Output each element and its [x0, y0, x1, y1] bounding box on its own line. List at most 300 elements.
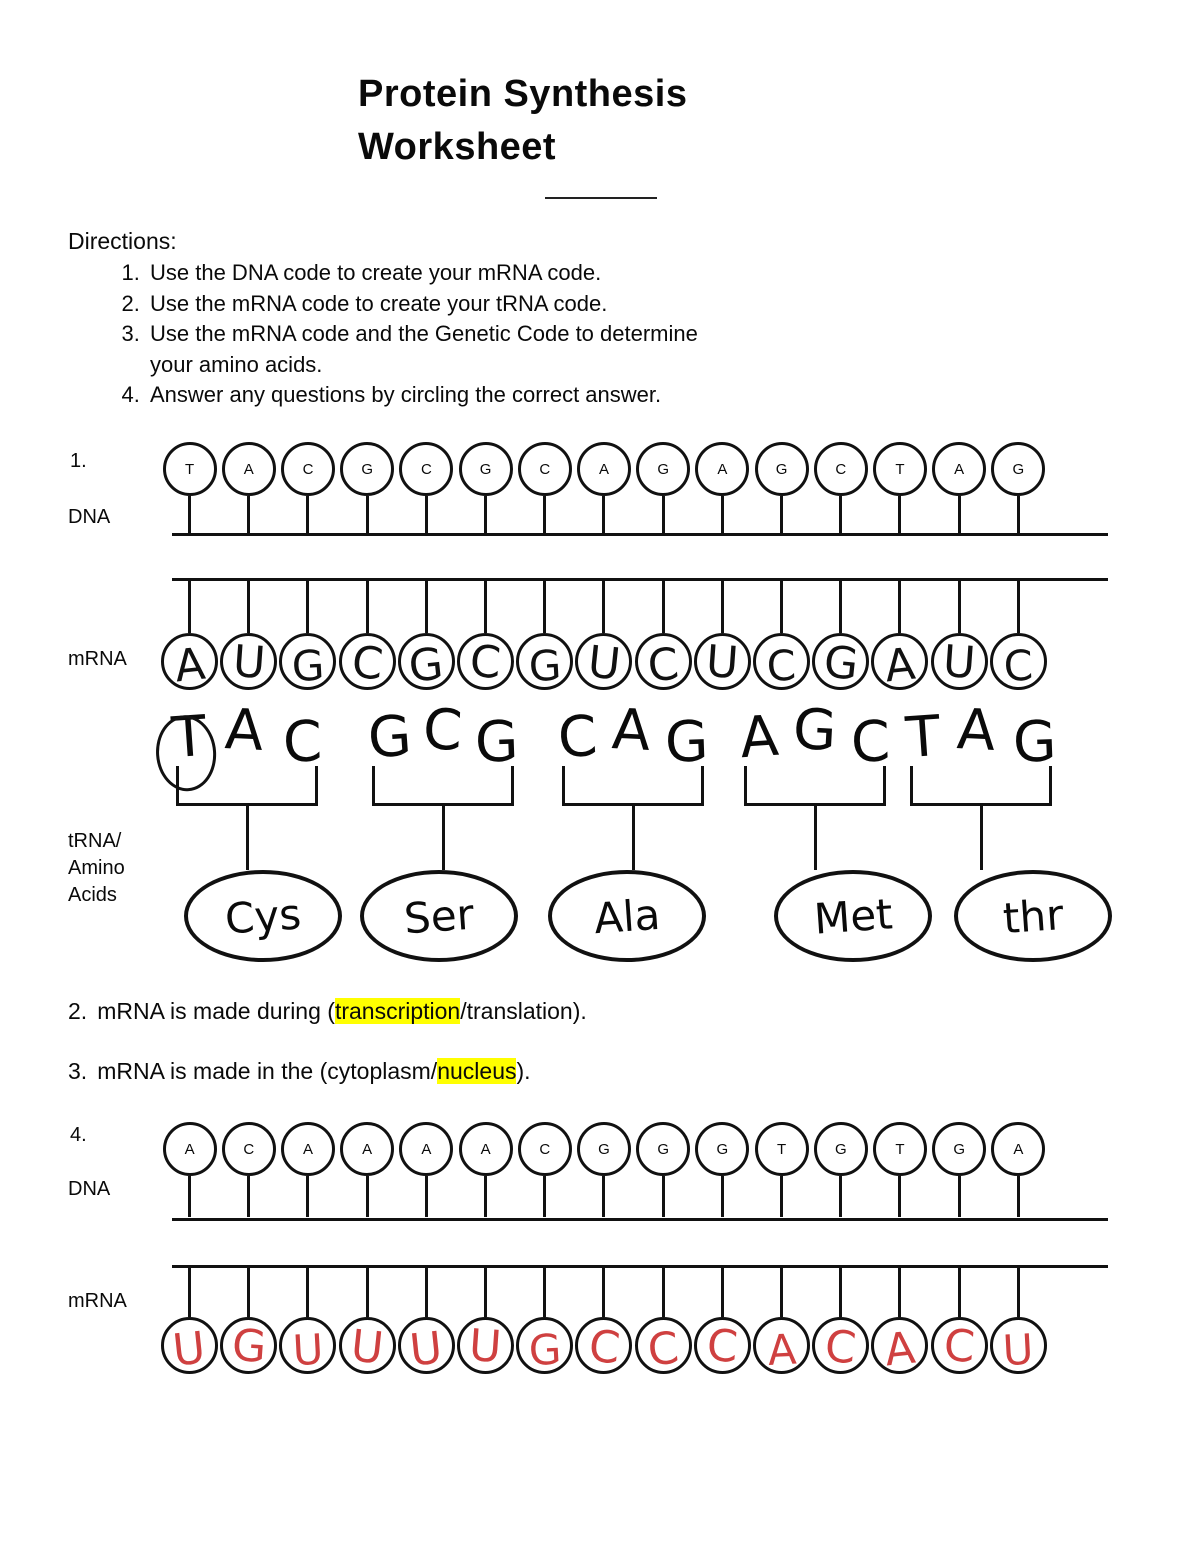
trna-letter: G [791, 696, 838, 764]
q4-dna-base [459, 1122, 513, 1217]
dna-base-letter: G [657, 460, 670, 478]
mrna-base-circle [931, 633, 988, 690]
base-stem-line [780, 581, 783, 633]
mrna-base-letter: G [527, 1324, 563, 1376]
base-stem-line [898, 496, 901, 533]
dna-base-circle [814, 442, 868, 496]
q4-mrna-label: mRNA [68, 1290, 127, 1312]
dna-base-letter: C [243, 1140, 255, 1158]
trna-letter: G [365, 703, 414, 772]
dna-base-letter: G [598, 1140, 610, 1158]
base-stem-line [188, 1268, 191, 1317]
dna-base-circle [695, 1122, 749, 1176]
q1-mrna-base [990, 581, 1047, 690]
q4-mrna-base [812, 1268, 869, 1374]
trna-label-line3: Acids [68, 884, 117, 906]
mrna-base-letter: C [349, 636, 386, 690]
base-stem-line [247, 1268, 250, 1317]
dna-base-circle [222, 442, 276, 496]
mrna-base-letter: C [942, 1319, 977, 1373]
mrna-base-circle [694, 633, 751, 690]
q4-mrna-base [398, 1268, 455, 1377]
trna-label-line1: tRNA/ [68, 830, 122, 852]
base-stem-line [484, 1268, 487, 1317]
base-stem-line [306, 1176, 309, 1217]
dna-base-letter: A [1013, 1140, 1024, 1158]
mrna-base-letter: C [468, 635, 503, 689]
mrna-base-letter: U [704, 635, 741, 689]
q4-dna-base [755, 1122, 809, 1217]
mrna-base-letter: C [1002, 641, 1035, 691]
mrna-base-circle [279, 633, 336, 690]
base-stem-line [602, 581, 605, 633]
dna-base-letter: A [598, 460, 609, 478]
trna-letter: G [1011, 709, 1058, 776]
q4-dna-base [695, 1122, 749, 1217]
mrna-base-circle [871, 1317, 928, 1374]
q3-text-post: ). [516, 1058, 531, 1084]
base-stem-line [602, 496, 605, 533]
mrna-base-circle [398, 1317, 455, 1377]
directions-item: 4. Answer any questions by circling the correct answer. [146, 380, 746, 411]
q1-mrna-row [160, 581, 1048, 693]
q1-mrna-base [339, 581, 396, 690]
dna-base-circle [459, 1122, 513, 1176]
base-stem-line [188, 496, 191, 533]
base-stem-line [662, 581, 665, 633]
base-stem-line [366, 1176, 369, 1217]
mrna-base-circle [398, 633, 455, 693]
base-stem-line [602, 1176, 605, 1217]
base-stem-line [780, 1268, 783, 1317]
dna-base-letter: G [716, 1140, 729, 1158]
q1-dna-label: DNA [68, 506, 111, 528]
q1-dna-base [695, 442, 749, 533]
base-stem-line [1017, 581, 1020, 633]
mrna-base-letter: A [766, 1325, 798, 1375]
base-stem-line [898, 1176, 901, 1217]
mrna-base-letter: U [941, 635, 978, 689]
amino-acid-name: Cys [223, 888, 303, 944]
base-stem-line [484, 496, 487, 533]
mrna-base-circle [635, 633, 692, 690]
dna-base-letter: C [539, 1140, 551, 1158]
dna-base-circle [577, 1122, 631, 1176]
mrna-base-letter: C [586, 1320, 622, 1374]
mrna-base-letter: G [290, 640, 326, 692]
dna-base-circle [399, 1122, 453, 1176]
base-stem-line [958, 496, 961, 533]
q1-mrna-base [871, 581, 928, 690]
mrna-base-letter: U [467, 1319, 504, 1373]
dna-base-circle [163, 442, 217, 496]
base-stem-line [839, 496, 842, 533]
dna-base-circle [340, 442, 394, 496]
amino-acid-name: Ser [402, 889, 476, 943]
dna-base-letter: G [775, 460, 788, 478]
mrna-base-circle [220, 633, 277, 690]
question-1-number: 1. [70, 450, 87, 472]
dna-base-letter: A [421, 1140, 432, 1158]
amino-acid-name: Ala [592, 889, 662, 943]
q1-mrna-base [457, 581, 514, 690]
dna-base-letter: A [302, 1140, 313, 1158]
q4-dna-base [991, 1122, 1045, 1217]
trna-letter: G [473, 709, 520, 776]
trna-letter: A [610, 696, 652, 764]
dna-base-letter: T [895, 460, 905, 478]
q4-mrna-row [160, 1268, 1048, 1377]
question-4-number: 4. [70, 1124, 87, 1146]
q4-dna-backbone-line [172, 1218, 1108, 1221]
mrna-base-letter: C [765, 641, 798, 691]
base-stem-line [602, 1268, 605, 1317]
dna-base-letter: A [717, 460, 728, 478]
q4-dna-row [160, 1122, 1048, 1217]
mrna-base-letter: U [170, 1321, 209, 1377]
q4-mrna-base [457, 1268, 514, 1374]
mrna-base-letter: G [527, 640, 563, 692]
codon-stem-line [246, 806, 249, 870]
base-stem-line [247, 496, 250, 533]
q2-text-post: /translation). [460, 998, 587, 1024]
dna-base-letter: T [777, 1140, 787, 1158]
dna-base-circle [281, 1122, 335, 1176]
mrna-base-circle [635, 1317, 692, 1374]
q4-dna-base [340, 1122, 394, 1217]
dna-base-circle [459, 442, 513, 496]
trna-codon-group [737, 696, 894, 962]
base-stem-line [366, 496, 369, 533]
dna-base-circle [281, 442, 335, 496]
base-stem-line [366, 581, 369, 633]
q4-dna-base [222, 1122, 276, 1217]
q2-number: 2. [68, 998, 88, 1024]
q1-mrna-base [161, 581, 218, 690]
base-stem-line [1017, 496, 1020, 533]
title-line-2: Worksheet [358, 126, 557, 168]
base-stem-line [366, 1268, 369, 1317]
base-stem-line [898, 1268, 901, 1317]
mrna-base-circle [220, 1317, 277, 1374]
base-stem-line [543, 1176, 546, 1217]
q1-dna-base [163, 442, 217, 533]
dna-base-circle [932, 442, 986, 496]
base-stem-line [425, 581, 428, 633]
dna-base-circle [518, 442, 572, 496]
dna-base-circle [163, 1122, 217, 1176]
base-stem-line [958, 1176, 961, 1217]
base-stem-line [188, 1176, 191, 1217]
directions-item: 3. Use the mRNA code and the Genetic Code to determine your amino acids. [146, 319, 746, 380]
q4-mrna-base [220, 1268, 277, 1374]
name-blank-line [545, 197, 657, 199]
codon-stem-line [632, 806, 635, 870]
amino-acid-name: thr [1001, 889, 1065, 943]
q3-answer-highlight: nucleus [437, 1058, 517, 1084]
base-stem-line [839, 1268, 842, 1317]
dna-base-circle [991, 442, 1045, 496]
amino-acid-oval [954, 870, 1112, 962]
amino-acid-name: Met [812, 888, 894, 944]
directions-item: 2. Use the mRNA code to create your tRNA code. [146, 289, 746, 320]
base-stem-line [484, 581, 487, 633]
q1-dna-base [932, 442, 986, 533]
q4-dna-base [281, 1122, 335, 1217]
base-stem-line [543, 581, 546, 633]
mrna-base-letter: U [230, 635, 267, 689]
q4-mrna-base [575, 1268, 632, 1374]
trna-letter: A [955, 696, 998, 764]
mrna-base-circle [161, 1317, 218, 1377]
mrna-base-circle [339, 1317, 396, 1374]
dna-base-circle [399, 442, 453, 496]
mrna-base-circle [457, 633, 514, 690]
mrna-base-letter: C [645, 1322, 682, 1376]
q1-dna-base [577, 442, 631, 533]
base-stem-line [425, 496, 428, 533]
base-stem-line [721, 1176, 724, 1217]
trna-codon-letters [903, 696, 1058, 776]
dna-base-letter: T [895, 1140, 905, 1158]
base-stem-line [543, 1268, 546, 1317]
q4-dna-base [399, 1122, 453, 1217]
base-stem-line [839, 581, 842, 633]
q1-dna-base [459, 442, 513, 533]
q1-mrna-base [220, 581, 277, 690]
q3-number: 3. [68, 1058, 88, 1084]
base-stem-line [306, 496, 309, 533]
base-stem-line [958, 581, 961, 633]
trna-letter: T [903, 703, 943, 771]
base-stem-line [188, 581, 191, 633]
base-stem-line [306, 581, 309, 633]
q1-mrna-base [694, 581, 751, 690]
base-stem-line [1017, 1176, 1020, 1217]
mrna-base-letter: C [705, 1319, 740, 1373]
base-stem-line [1017, 1268, 1020, 1317]
dna-base-letter: C [539, 460, 551, 478]
mrna-base-letter: C [645, 638, 682, 692]
mrna-base-circle [990, 633, 1047, 690]
q1-mrna-base [931, 581, 988, 690]
mrna-base-circle [694, 1317, 751, 1374]
q1-mrna-base [279, 581, 336, 690]
mrna-base-letter: U [585, 635, 623, 691]
q1-dna-base [991, 442, 1045, 533]
dna-base-letter: G [361, 460, 374, 478]
base-stem-line [425, 1176, 428, 1217]
mrna-base-letter: G [821, 635, 861, 691]
q4-mrna-base [635, 1268, 692, 1374]
dna-base-letter: C [835, 460, 847, 478]
directions-item: 1. Use the DNA code to create your mRNA code. [146, 258, 746, 289]
q1-dna-backbone-line [172, 533, 1108, 536]
mrna-base-circle [457, 1317, 514, 1374]
trna-letter: C [849, 709, 892, 776]
mrna-base-circle [753, 633, 810, 690]
base-stem-line [721, 496, 724, 533]
mrna-base-circle [339, 633, 396, 690]
q1-dna-base [755, 442, 809, 533]
dna-base-letter: G [657, 1140, 670, 1158]
q4-mrna-base [161, 1268, 218, 1377]
dna-base-circle [695, 442, 749, 496]
codon-stem-line [980, 806, 983, 870]
base-stem-line [247, 581, 250, 633]
trna-letter-circled: T [169, 703, 209, 771]
mrna-base-circle [931, 1317, 988, 1374]
q4-mrna-base [990, 1268, 1047, 1374]
mrna-base-letter: U [407, 1321, 446, 1377]
dna-base-letter: A [243, 460, 254, 478]
mrna-base-letter: A [882, 1322, 918, 1376]
dna-base-letter: A [362, 1140, 373, 1158]
dna-base-circle [340, 1122, 394, 1176]
q2-text-pre: mRNA is made during ( [97, 998, 335, 1024]
q1-mrna-base [575, 581, 632, 690]
mrna-base-circle [575, 633, 632, 690]
q1-dna-base [222, 442, 276, 533]
q1-mrna-base [398, 581, 455, 693]
mrna-base-circle [575, 1317, 632, 1374]
q4-dna-base [518, 1122, 572, 1217]
base-stem-line [721, 1268, 724, 1317]
mrna-base-letter: G [230, 1319, 268, 1373]
q4-dna-base [873, 1122, 927, 1217]
directions-list [104, 258, 746, 411]
mrna-base-circle [990, 1317, 1047, 1374]
trna-letter: G [663, 709, 710, 776]
mrna-base-letter: U [1001, 1325, 1035, 1376]
dna-base-circle [636, 442, 690, 496]
trna-letter: C [555, 703, 600, 772]
trna-codon-letters [169, 696, 324, 776]
trna-codon-group [903, 696, 1065, 962]
trna-letter: C [281, 709, 324, 776]
dna-base-letter: T [185, 460, 195, 478]
dna-base-letter: G [953, 1140, 966, 1158]
base-stem-line [247, 1176, 250, 1217]
dna-base-circle [755, 442, 809, 496]
mrna-base-circle [753, 1317, 810, 1374]
base-stem-line [721, 581, 724, 633]
q1-mrna-base [635, 581, 692, 690]
trna-codon-group [365, 696, 520, 962]
amino-acid-oval [548, 870, 706, 962]
q1-mrna-base [516, 581, 573, 690]
base-stem-line [839, 1176, 842, 1217]
q2-answer-highlight: transcription [334, 998, 461, 1024]
q4-dna-base [163, 1122, 217, 1217]
title-line-1: Protein Synthesis [358, 73, 688, 115]
dna-base-letter: C [302, 460, 314, 478]
q1-dna-row [160, 442, 1048, 533]
dna-base-circle [873, 1122, 927, 1176]
q3-text-pre: mRNA is made in the (cytoplasm/ [97, 1058, 438, 1084]
q1-dna-base [518, 442, 572, 533]
dna-base-circle [814, 1122, 868, 1176]
dna-base-letter: A [480, 1140, 491, 1158]
q4-mrna-base [694, 1268, 751, 1374]
q4-dna-base [636, 1122, 690, 1217]
dna-base-circle [873, 442, 927, 496]
mrna-base-circle [279, 1317, 336, 1374]
q1-dna-base [340, 442, 394, 533]
q4-dna-base [577, 1122, 631, 1217]
q1-dna-base [399, 442, 453, 533]
dna-base-letter: G [1012, 460, 1025, 478]
base-stem-line [780, 496, 783, 533]
q4-mrna-base [516, 1268, 573, 1374]
trna-codon-letters [555, 696, 710, 776]
q4-mrna-base [339, 1268, 396, 1374]
q1-mrna-base [812, 581, 869, 690]
mrna-base-circle [516, 1317, 573, 1374]
dna-base-letter: G [834, 1140, 847, 1158]
dna-base-circle [991, 1122, 1045, 1176]
amino-acid-oval [184, 870, 342, 962]
dna-base-letter: A [184, 1140, 195, 1158]
question-3 [68, 1058, 531, 1085]
dna-base-letter: G [479, 460, 492, 478]
q4-mrna-base [279, 1268, 336, 1374]
q1-dna-base [873, 442, 927, 533]
dna-base-circle [755, 1122, 809, 1176]
base-stem-line [484, 1176, 487, 1217]
trna-codon-group [169, 696, 324, 962]
page-title [358, 68, 687, 174]
q1-dna-base [814, 442, 868, 533]
q4-dna-label: DNA [68, 1178, 111, 1200]
dna-base-circle [518, 1122, 572, 1176]
q4-mrna-base [753, 1268, 810, 1374]
dna-base-circle [636, 1122, 690, 1176]
dna-base-circle [932, 1122, 986, 1176]
q1-mrna-label: mRNA [68, 648, 127, 670]
base-stem-line [662, 496, 665, 533]
trna-letter: A [737, 703, 781, 772]
mrna-base-letter: G [406, 637, 446, 693]
mrna-base-letter: U [291, 1325, 325, 1376]
q1-dna-base [636, 442, 690, 533]
mrna-base-circle [871, 633, 928, 690]
base-stem-line [662, 1268, 665, 1317]
mrna-base-letter: U [348, 1319, 386, 1375]
q1-mrna-base [753, 581, 810, 690]
trna-letter: C [421, 696, 465, 764]
directions-heading: Directions: [68, 228, 177, 254]
q4-dna-base [814, 1122, 868, 1217]
trna-codon-group [555, 696, 710, 962]
dna-base-circle [577, 442, 631, 496]
base-stem-line [662, 1176, 665, 1217]
amino-acid-oval [360, 870, 518, 962]
base-stem-line [543, 496, 546, 533]
dna-base-circle [222, 1122, 276, 1176]
question-2 [68, 998, 587, 1025]
trna-label-line2: Amino [68, 857, 125, 879]
mrna-base-letter: C [822, 1320, 859, 1374]
dna-base-letter: A [954, 460, 965, 478]
codon-stem-line [442, 806, 445, 870]
mrna-base-circle [812, 1317, 869, 1374]
dna-base-letter: C [420, 460, 432, 478]
trna-letter: A [223, 696, 266, 764]
base-stem-line [780, 1176, 783, 1217]
mrna-base-letter: A [171, 638, 208, 692]
trna-codon-letters [737, 696, 892, 776]
